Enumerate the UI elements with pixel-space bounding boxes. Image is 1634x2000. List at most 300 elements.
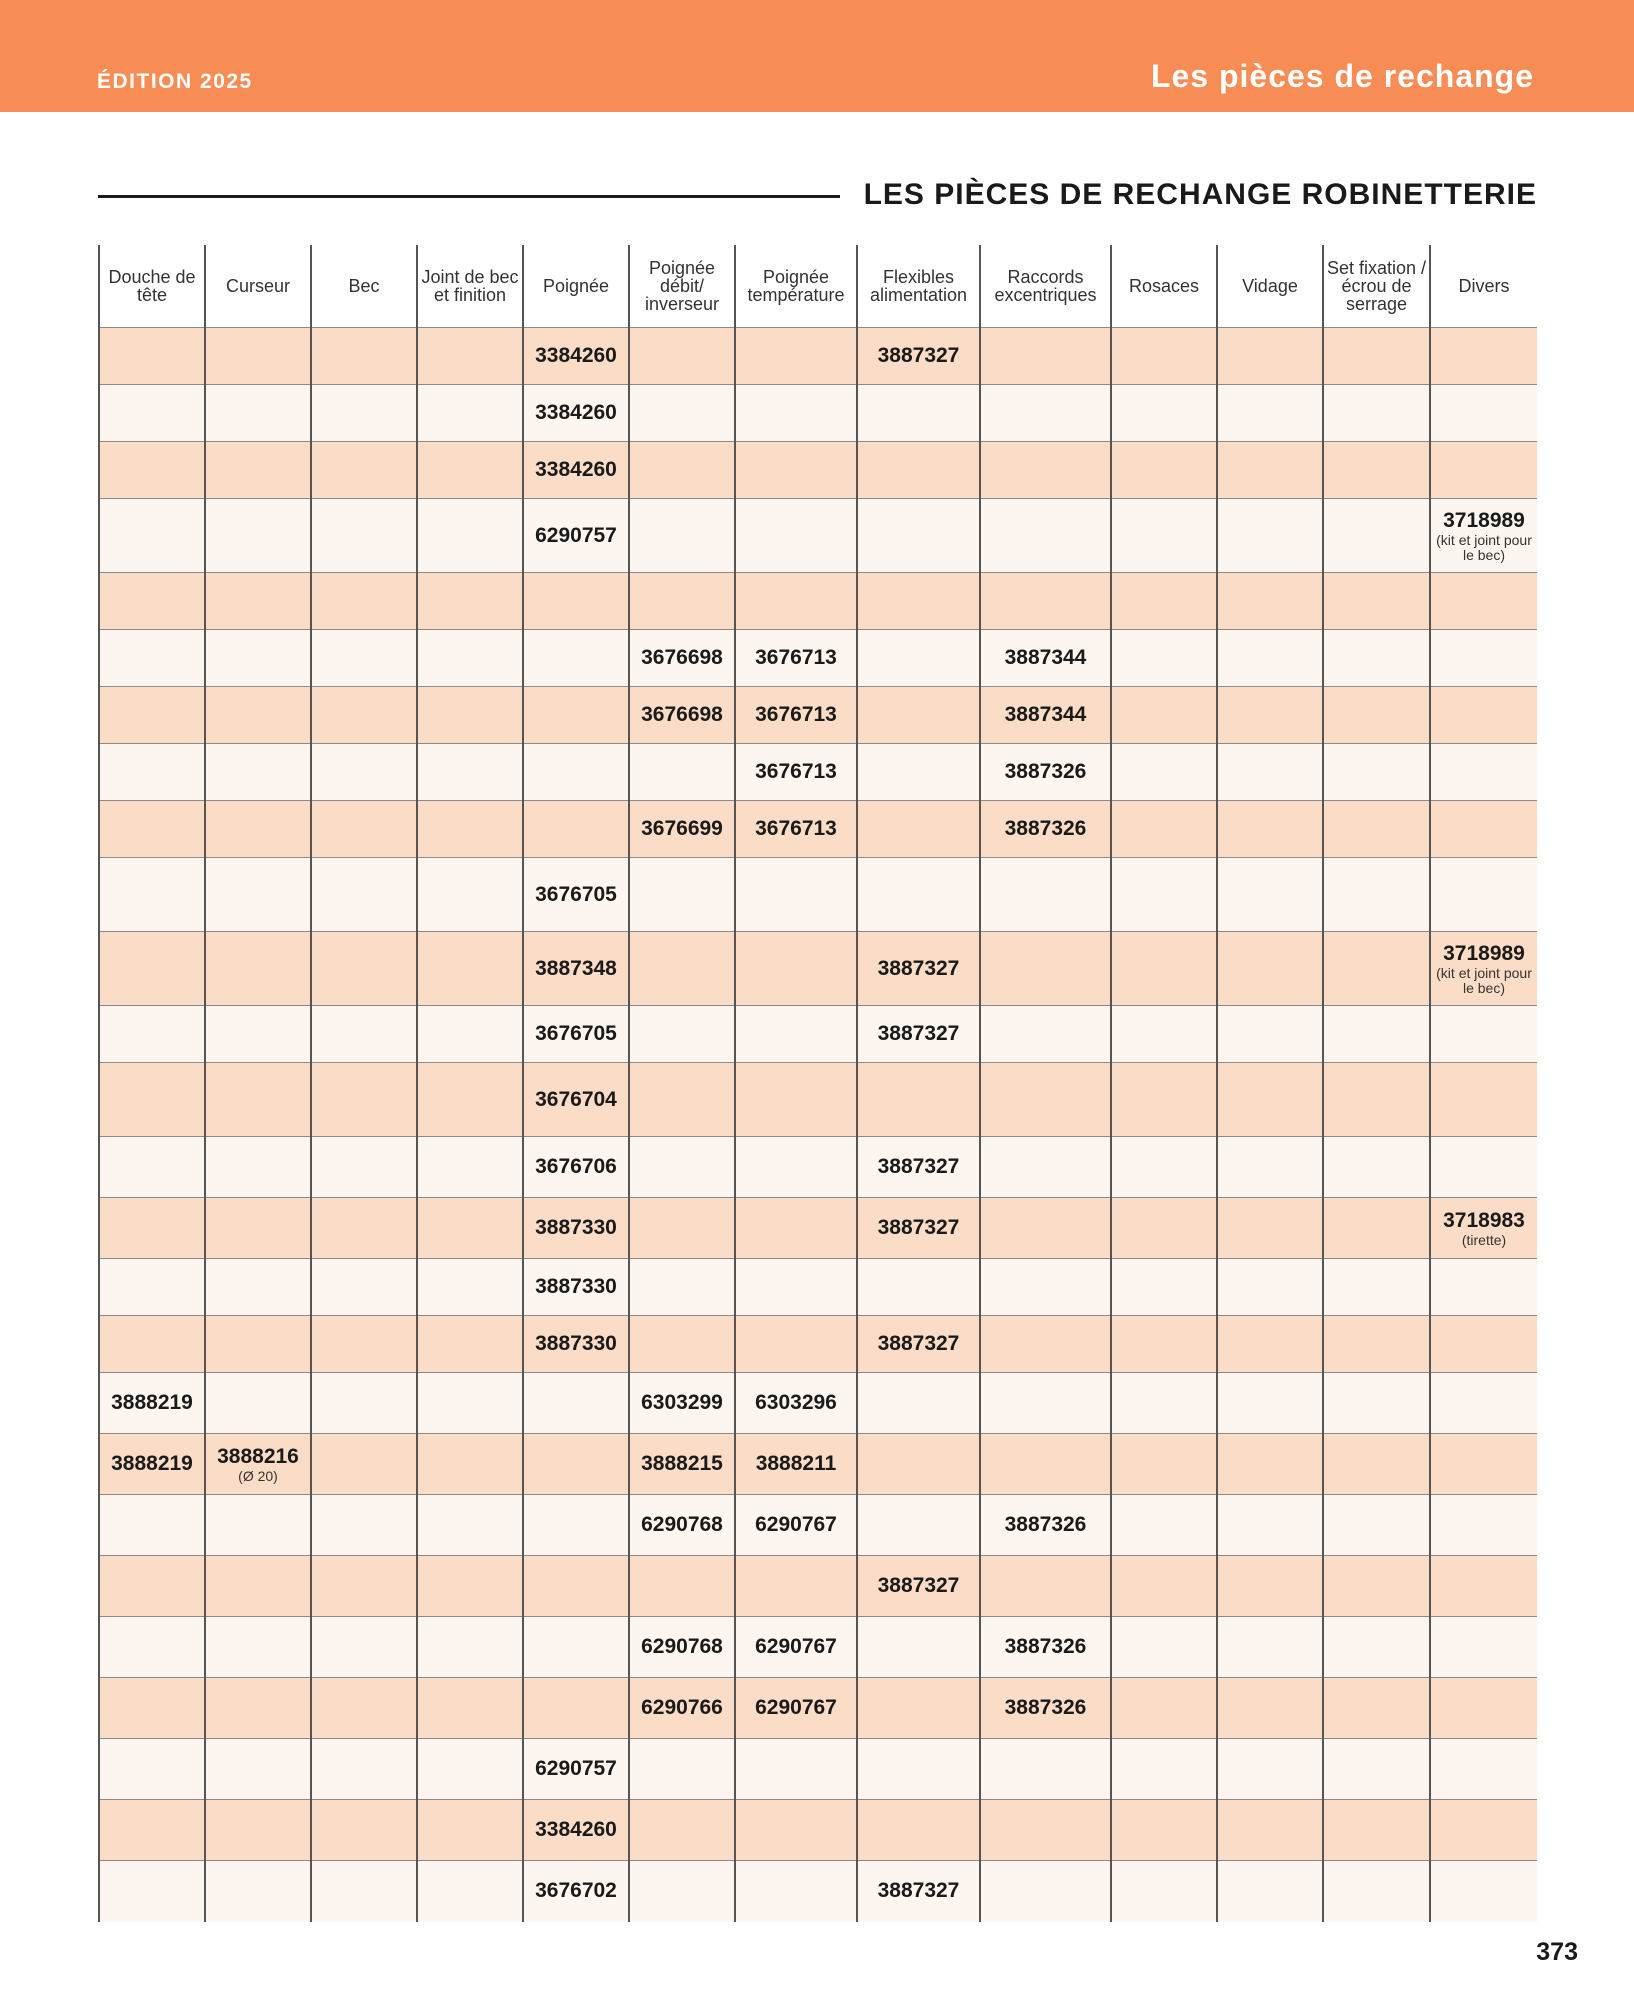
column-header: Bec	[311, 245, 417, 328]
part-number: 3887327	[877, 1574, 960, 1597]
table-cell	[980, 1198, 1111, 1259]
table-cell	[735, 744, 857, 801]
table-cell	[205, 442, 311, 499]
table-cell	[1323, 1800, 1430, 1861]
table-cell	[417, 1006, 523, 1063]
table-cell	[205, 1495, 311, 1556]
table-cell	[99, 932, 205, 1006]
table-cell	[1217, 1617, 1323, 1678]
table-cell	[857, 1678, 980, 1739]
part-number: 6303299	[641, 1391, 723, 1414]
table-cell	[417, 1434, 523, 1495]
table-cell	[1323, 442, 1430, 499]
table-cell	[99, 573, 205, 630]
table-cell	[1430, 1259, 1537, 1316]
table-cell	[980, 1556, 1111, 1617]
table-cell	[1217, 1556, 1323, 1617]
table-cell	[735, 1137, 857, 1198]
part-number: 6290767	[755, 1513, 837, 1536]
table-cell	[980, 1495, 1111, 1556]
table-cell	[1111, 499, 1217, 573]
part-number: 3888219	[111, 1391, 193, 1414]
table-cell	[1323, 1137, 1430, 1198]
table-cell	[629, 801, 735, 858]
table-cell	[1111, 385, 1217, 442]
table-cell	[311, 932, 417, 1006]
table-cell	[629, 1316, 735, 1373]
table-cell	[980, 328, 1111, 385]
table-cell	[857, 1006, 980, 1063]
table-cell	[99, 442, 205, 499]
table-cell	[980, 573, 1111, 630]
table-cell	[980, 932, 1111, 1006]
table-cell	[417, 1259, 523, 1316]
table-cell	[980, 1434, 1111, 1495]
part-number: 3887326	[1004, 1635, 1087, 1658]
part-note: (kit et joint pour le bec)	[1436, 531, 1532, 563]
table-cell	[1430, 328, 1537, 385]
table-cell	[857, 630, 980, 687]
table-cell	[523, 1137, 629, 1198]
column-header: Raccords excentriques	[980, 245, 1111, 328]
table-header-row	[99, 245, 1537, 328]
table-cell	[417, 1137, 523, 1198]
table-cell	[1217, 1800, 1323, 1861]
table-cell	[205, 1678, 311, 1739]
table-row	[99, 1137, 1537, 1198]
table-cell	[1111, 1137, 1217, 1198]
table-cell	[1217, 442, 1323, 499]
table-cell	[311, 1556, 417, 1617]
table-cell	[1217, 1198, 1323, 1259]
table-cell	[205, 1373, 311, 1434]
header-bar	[0, 0, 1634, 112]
table-cell	[980, 1739, 1111, 1800]
column-header: Poignée température	[735, 245, 857, 328]
part-number: 3676713	[755, 760, 837, 783]
table-cell	[311, 1434, 417, 1495]
table-cell	[980, 442, 1111, 499]
table-cell	[735, 499, 857, 573]
part-number: 3384260	[535, 1818, 617, 1841]
column-header: Flexibles alimentation	[857, 245, 980, 328]
table-cell	[417, 385, 523, 442]
table-cell	[205, 1137, 311, 1198]
table-cell	[1217, 932, 1323, 1006]
table-cell	[417, 1800, 523, 1861]
table-cell	[311, 801, 417, 858]
table-cell	[311, 499, 417, 573]
table-cell	[857, 1063, 980, 1137]
table-cell	[1323, 1259, 1430, 1316]
table-cell	[980, 1678, 1111, 1739]
table-cell	[311, 573, 417, 630]
table-cell	[205, 1617, 311, 1678]
part-number: 6290757	[535, 523, 617, 547]
table-cell	[1430, 1373, 1537, 1434]
table-cell	[1111, 1434, 1217, 1495]
table-cell	[311, 442, 417, 499]
table-cell	[1111, 1556, 1217, 1617]
part-number: 3887330	[535, 1332, 617, 1355]
table-cell	[629, 1373, 735, 1434]
table-cell	[1323, 1861, 1430, 1922]
table-cell	[417, 1739, 523, 1800]
table-cell	[1217, 1434, 1323, 1495]
part-number: 3887327	[877, 1879, 960, 1903]
table-cell	[629, 1617, 735, 1678]
part-number: 3887327	[877, 1216, 960, 1239]
table-cell	[857, 442, 980, 499]
table-cell	[523, 1861, 629, 1922]
table-row	[99, 442, 1537, 499]
table-row	[99, 744, 1537, 801]
table-cell	[523, 801, 629, 858]
table-row	[99, 1316, 1537, 1373]
table-cell	[1430, 1617, 1537, 1678]
table-cell	[857, 1137, 980, 1198]
table-cell	[1111, 442, 1217, 499]
table-cell	[99, 630, 205, 687]
table-cell	[1111, 1495, 1217, 1556]
table-cell	[1111, 1316, 1217, 1373]
table-cell	[1430, 442, 1537, 499]
table-cell	[1323, 1316, 1430, 1373]
table-cell	[980, 630, 1111, 687]
table-cell	[99, 1259, 205, 1316]
table-row	[99, 1495, 1537, 1556]
table-row	[99, 328, 1537, 385]
table-cell	[1323, 932, 1430, 1006]
part-number: 3888215	[641, 1452, 723, 1475]
table-cell	[629, 1063, 735, 1137]
part-number: 3718989	[1443, 941, 1525, 965]
table-cell	[857, 801, 980, 858]
column-header: Set fixation /écrou de serrage	[1323, 245, 1430, 328]
table-cell	[629, 1137, 735, 1198]
part-number: 3384260	[535, 458, 617, 481]
table-cell	[1323, 630, 1430, 687]
table-cell	[311, 1063, 417, 1137]
table-cell	[311, 858, 417, 932]
table-cell	[980, 499, 1111, 573]
table-cell	[735, 630, 857, 687]
table-cell	[99, 858, 205, 932]
column-header: Divers	[1430, 245, 1537, 328]
part-number: 6303296	[755, 1391, 837, 1414]
part-number: 3887344	[1004, 703, 1087, 726]
table-row	[99, 1434, 1537, 1495]
table-cell	[1430, 385, 1537, 442]
part-number: 3887326	[1004, 1513, 1087, 1536]
table-cell	[311, 630, 417, 687]
table-cell	[1217, 1678, 1323, 1739]
table-cell	[523, 1316, 629, 1373]
table-cell	[1430, 1434, 1537, 1495]
table-cell	[205, 932, 311, 1006]
table-cell	[735, 573, 857, 630]
table-cell	[629, 1495, 735, 1556]
table-cell	[1111, 1198, 1217, 1259]
table-cell	[1323, 1495, 1430, 1556]
table-cell	[417, 1678, 523, 1739]
table-cell	[205, 744, 311, 801]
table-cell	[1430, 1861, 1537, 1922]
table-cell	[980, 1861, 1111, 1922]
table-cell	[523, 1495, 629, 1556]
table-cell	[311, 1739, 417, 1800]
table-row	[99, 1800, 1537, 1861]
part-number: 3887327	[877, 956, 960, 980]
table-cell	[1217, 744, 1323, 801]
table-cell	[1430, 1316, 1537, 1373]
table-cell	[1430, 744, 1537, 801]
table-cell	[629, 1434, 735, 1495]
table-cell	[1323, 858, 1430, 932]
table-cell	[735, 1678, 857, 1739]
table-row	[99, 932, 1537, 1006]
table-cell	[857, 687, 980, 744]
table-cell	[523, 1800, 629, 1861]
table-cell	[523, 1617, 629, 1678]
part-number: 3676698	[641, 703, 723, 726]
table-cell	[523, 858, 629, 932]
table-cell	[857, 499, 980, 573]
part-note: (kit et joint pour le bec)	[1436, 964, 1532, 996]
table-cell	[417, 858, 523, 932]
table-cell	[857, 1434, 980, 1495]
table-cell	[1323, 1556, 1430, 1617]
table-cell	[1323, 1678, 1430, 1739]
table-cell	[980, 1316, 1111, 1373]
column-header: Poignée débit/ inverseur	[629, 245, 735, 328]
table-cell	[1323, 1373, 1430, 1434]
table-cell	[99, 1617, 205, 1678]
table-cell	[735, 1198, 857, 1259]
table-cell	[857, 1800, 980, 1861]
part-number: 3676713	[755, 703, 837, 726]
table-cell	[735, 801, 857, 858]
table-cell	[857, 1617, 980, 1678]
table-cell	[1323, 801, 1430, 858]
table-cell	[205, 1063, 311, 1137]
table-cell	[1111, 1800, 1217, 1861]
table-cell	[735, 687, 857, 744]
table-cell	[735, 932, 857, 1006]
table-cell	[523, 932, 629, 1006]
table-cell	[99, 1556, 205, 1617]
table-row	[99, 1373, 1537, 1434]
table-cell	[980, 1063, 1111, 1137]
table-cell	[1323, 573, 1430, 630]
page-title: LES PIÈCES DE RECHANGE ROBINETTERIE	[863, 178, 1537, 211]
table-cell	[1111, 1739, 1217, 1800]
table-cell	[311, 744, 417, 801]
table-row	[99, 1006, 1537, 1063]
part-number: 3888219	[111, 1452, 193, 1475]
part-number: 6290767	[755, 1635, 837, 1658]
table-cell	[99, 1434, 205, 1495]
table-cell	[1217, 1861, 1323, 1922]
table-cell	[629, 442, 735, 499]
table-cell	[99, 1006, 205, 1063]
table-cell	[99, 801, 205, 858]
table-row	[99, 1617, 1537, 1678]
table-cell	[417, 1495, 523, 1556]
table-cell	[1323, 1739, 1430, 1800]
table-cell	[1217, 1063, 1323, 1137]
table-cell	[205, 1739, 311, 1800]
part-number: 3887348	[535, 956, 617, 980]
table-cell	[523, 442, 629, 499]
table-cell	[1111, 1861, 1217, 1922]
column-header: Rosaces	[1111, 245, 1217, 328]
table-cell	[417, 1198, 523, 1259]
table-cell	[735, 1006, 857, 1063]
table-cell	[99, 744, 205, 801]
table-cell	[311, 1259, 417, 1316]
table-cell	[980, 1137, 1111, 1198]
table-cell	[857, 1556, 980, 1617]
table-cell	[417, 328, 523, 385]
table-cell	[1217, 1006, 1323, 1063]
table-cell	[857, 573, 980, 630]
table-cell	[311, 385, 417, 442]
table-cell	[735, 1556, 857, 1617]
column-header: Joint de bec et finition	[417, 245, 523, 328]
table-cell	[1430, 1495, 1537, 1556]
table-cell	[523, 1556, 629, 1617]
column-header: Poignée	[523, 245, 629, 328]
table-row	[99, 499, 1537, 573]
table-cell	[205, 385, 311, 442]
table-cell	[1323, 744, 1430, 801]
table-cell	[1430, 630, 1537, 687]
part-number: 6290768	[641, 1513, 723, 1536]
table-row	[99, 573, 1537, 630]
part-number: 3888216	[217, 1444, 299, 1468]
table-cell	[629, 687, 735, 744]
part-note: (tirette)	[1461, 1231, 1507, 1248]
table-cell	[311, 1495, 417, 1556]
table-cell	[205, 328, 311, 385]
column-header: Vidage	[1217, 245, 1323, 328]
table-cell	[99, 1495, 205, 1556]
part-number: 3718989	[1443, 508, 1525, 532]
table-cell	[1111, 573, 1217, 630]
table-cell	[417, 630, 523, 687]
table-cell	[417, 573, 523, 630]
table-cell	[1430, 687, 1537, 744]
table-cell	[311, 1198, 417, 1259]
table-cell	[857, 744, 980, 801]
table-cell	[311, 1800, 417, 1861]
table-cell	[629, 499, 735, 573]
table-cell	[1111, 630, 1217, 687]
table-cell	[1111, 687, 1217, 744]
table-cell	[980, 1617, 1111, 1678]
part-number: 3676713	[755, 646, 837, 669]
table-cell	[1323, 328, 1430, 385]
table-cell	[205, 1198, 311, 1259]
table-cell	[1217, 1739, 1323, 1800]
table-cell	[735, 1739, 857, 1800]
table-cell	[99, 499, 205, 573]
part-number: 3676705	[535, 1022, 617, 1045]
table-cell	[1430, 1063, 1537, 1137]
table-cell	[1217, 499, 1323, 573]
table-cell	[857, 328, 980, 385]
table-cell	[735, 1316, 857, 1373]
table-cell	[735, 442, 857, 499]
table-row	[99, 630, 1537, 687]
table-cell	[1323, 1198, 1430, 1259]
table-cell	[523, 1006, 629, 1063]
page-number: 373	[1536, 1938, 1578, 1966]
table-cell	[205, 630, 311, 687]
table-cell	[980, 1259, 1111, 1316]
table-cell	[1217, 630, 1323, 687]
column-header: Douche de tête	[99, 245, 205, 328]
table-cell	[857, 1861, 980, 1922]
table-cell	[980, 1800, 1111, 1861]
table-cell	[205, 1259, 311, 1316]
table-cell	[980, 385, 1111, 442]
table-cell	[857, 1739, 980, 1800]
table-cell	[523, 1434, 629, 1495]
table-cell	[1430, 1739, 1537, 1800]
table-cell	[523, 1198, 629, 1259]
table-cell	[523, 328, 629, 385]
table-cell	[1111, 328, 1217, 385]
table-cell	[311, 1678, 417, 1739]
table-cell	[629, 1678, 735, 1739]
table-row	[99, 1678, 1537, 1739]
table-cell	[980, 801, 1111, 858]
column-header: Curseur	[205, 245, 311, 328]
table-cell	[1323, 687, 1430, 744]
part-number: 3676699	[641, 817, 723, 840]
table-cell	[1430, 858, 1537, 932]
table-cell	[1430, 1006, 1537, 1063]
table-cell	[523, 1063, 629, 1137]
part-number: 3887326	[1004, 760, 1087, 783]
table-cell	[417, 932, 523, 1006]
table-cell	[99, 1861, 205, 1922]
table-cell	[857, 1259, 980, 1316]
table-cell	[205, 1800, 311, 1861]
part-number: 3888211	[755, 1452, 837, 1475]
table-cell	[629, 1800, 735, 1861]
table-cell	[205, 573, 311, 630]
table-cell	[629, 1739, 735, 1800]
table-cell	[417, 1556, 523, 1617]
table-cell	[205, 499, 311, 573]
table-cell	[523, 1678, 629, 1739]
table-cell	[1111, 1373, 1217, 1434]
table-cell	[629, 385, 735, 442]
part-number: 6290768	[641, 1635, 723, 1658]
table-cell	[311, 1617, 417, 1678]
table-cell	[735, 1259, 857, 1316]
part-number: 3887327	[877, 1332, 960, 1355]
table-cell	[735, 1495, 857, 1556]
table-cell	[1217, 1373, 1323, 1434]
table-cell	[857, 932, 980, 1006]
table-cell	[205, 801, 311, 858]
table-cell	[311, 1006, 417, 1063]
table-row	[99, 801, 1537, 858]
